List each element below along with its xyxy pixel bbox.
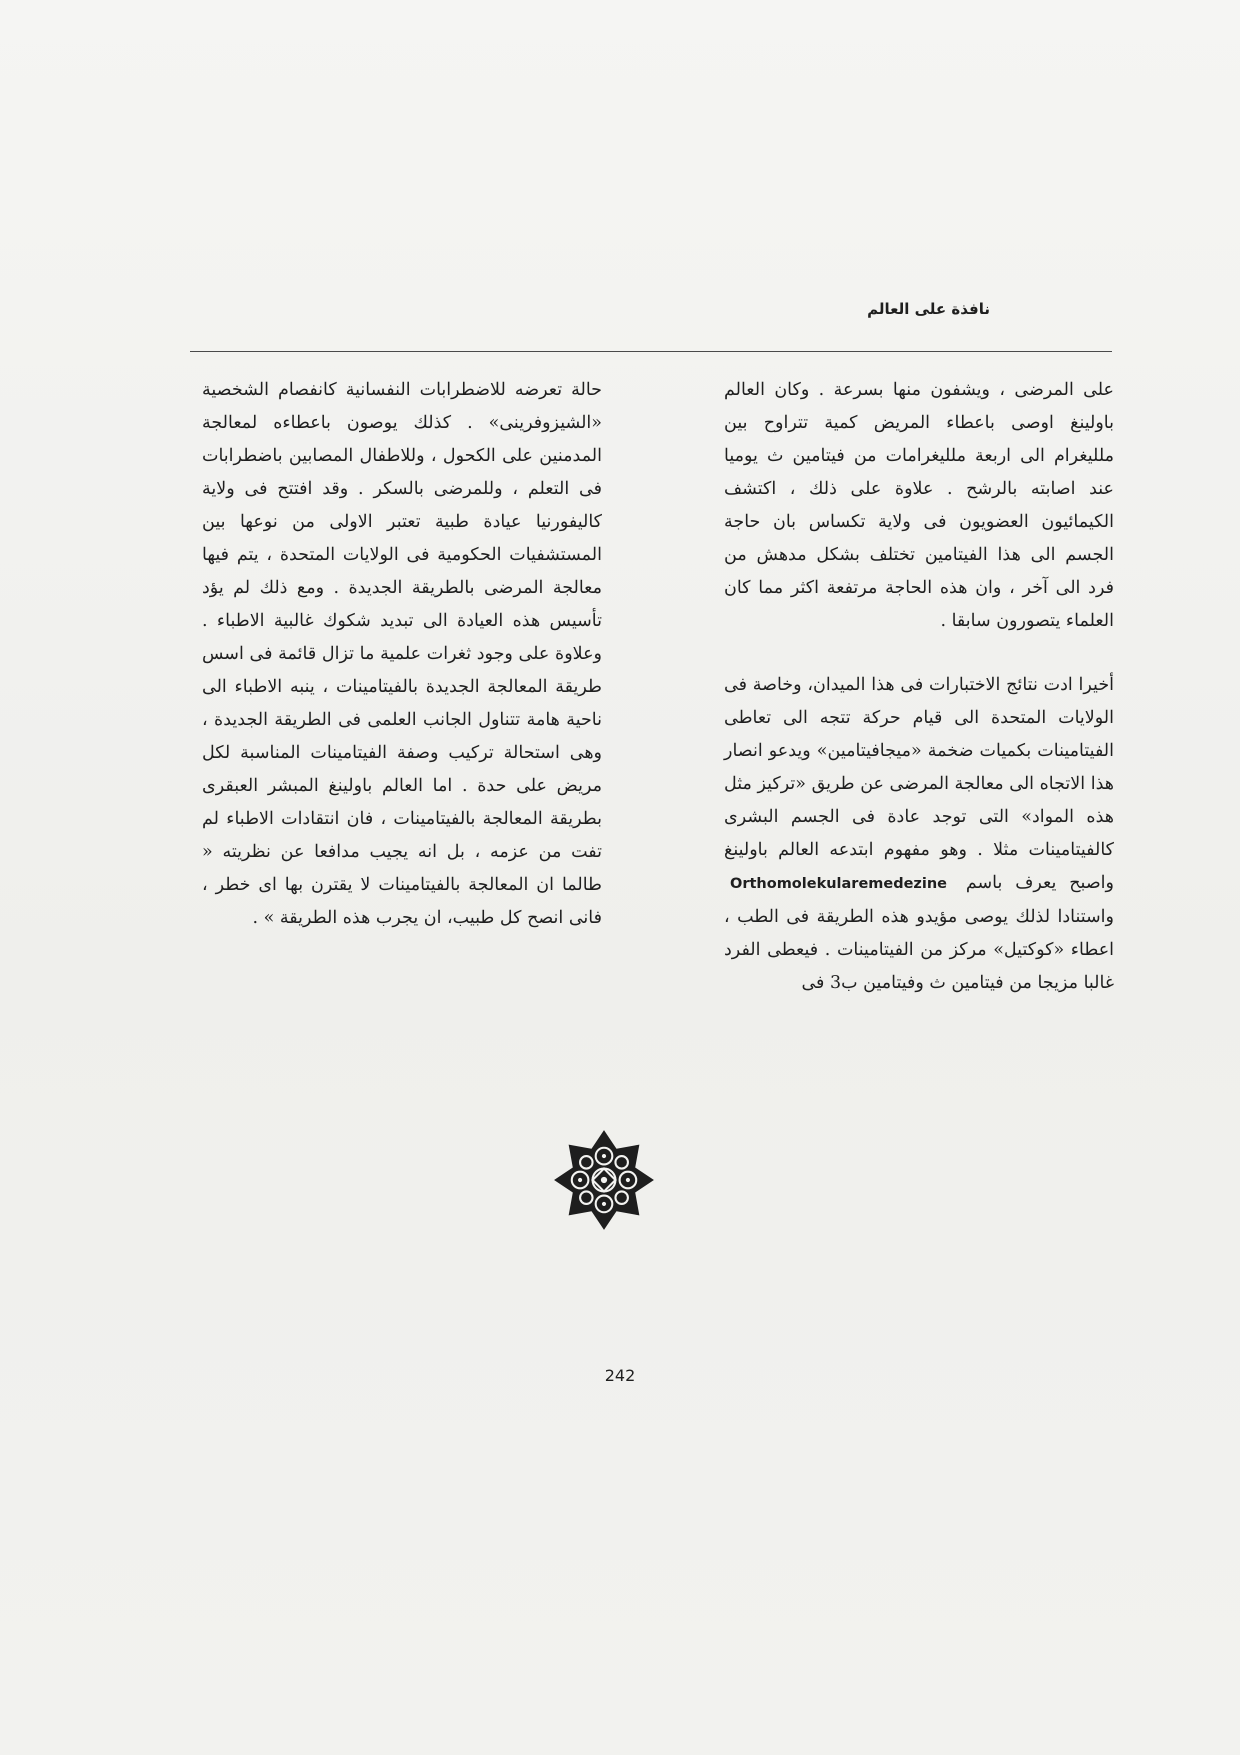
header-rule xyxy=(190,351,1112,352)
right-column xyxy=(724,374,1114,1000)
right-paragraph-2-text-after: واستنادا لذلك يوصى مؤيدو هذه الطريقة فى الطب ، اعطاء «كوكتيل» مركز من الفيتامينات . فيعطى الفرد غالبا مزيجا من فيتامين ث وفيتامين ب3 فى xyxy=(724,907,1114,993)
right-paragraph-1: على المرضى ، ويشفون منها بسرعة . وكان العالم باولينغ اوصى باعطاء المريض كمية تتراوح بين ملليغرام الى اربعة ملليغرامات من فيتامين ث يوميا عند اصابته بالرشح . علاوة على ذلك ، اكتشف الكيمائيون العضويون فى ولاية تكساس بان حاجة الجسم الى هذا الفيتامين تختلف بشكل مدهش من فرد الى آخر ، وان هذه الحاجة مرتفعة اكثر مما كان العلماء يتصورون سابقا . xyxy=(724,380,1114,631)
right-paragraph-2 xyxy=(724,669,1114,1000)
right-paragraph-2-text-before: أخيرا ادت نتائج الاختبارات فى هذا الميدان، وخاصة فى الولايات المتحدة الى قيام حركة تتجه الى تعاطى الفيتامينات بكميات ضخمة «ميجافيتامين» ويدعو انصار هذا الاتجاه الى معالجة المرضى عن طريق «تركيز مثل هذه المواد» التى توجد عادة فى الجسم البشرى كالفيتامينات مثلا . وهو مفهوم ابتدعه العالم باولينغ واصبح يعرف باسم xyxy=(724,675,1114,893)
running-header: نافذة على العالم xyxy=(867,300,990,318)
left-paragraph-1: حالة تعرضه للاضطرابات النفسانية كانفصام الشخصية «الشيزوفرينى» . كذلك يوصون باعطاءه لمعالجة المدمنين على الكحول ، وللاطفال المصابين باضطرابات فى التعلم ، وللمرضى بالسكر . وقد افتتح فى ولاية كاليفورنيا عيادة طبية تعتبر الاولى من نوعها بين المستشفيات الحكومية فى الولايات المتحدة ، يتم فيها معالجة المرضى بالطريقة الجديدة . ومع ذلك لم يؤد تأسيس هذه العيادة الى تبديد شكوك غالبية الاطباء . وعلاوة على وجود ثغرات علمية ما تزال قائمة فى اسس طريقة المعالجة الجديدة بالفيتامينات ، ينبه الاطباء الى ناحية هامة تتناول الجانب العلمى فى الطريقة الجديدة ، وهى استحالة تركيب وصفة الفيتامينات المناسبة لكل مريض على حدة . اما العالم باولينغ المبشر العبقرى بطريقة المعالجة بالفيتامينات ، فان انتقادات الاطباء لم تفت من عزمه ، بل انه يجيب مدافعا عن نظريته « طالما ان المعالجة بالفيتامينات لا يقترن بها اى خطر ، فانى انصح كل طبيب، ان يجرب هذه الطريقة » . xyxy=(202,380,602,928)
page-number: 242 xyxy=(604,1366,636,1385)
latin-term: Orthomolekularemedezine xyxy=(730,876,947,892)
left-column xyxy=(202,374,602,935)
arabesque-rosette-ornament-icon xyxy=(552,1128,656,1232)
